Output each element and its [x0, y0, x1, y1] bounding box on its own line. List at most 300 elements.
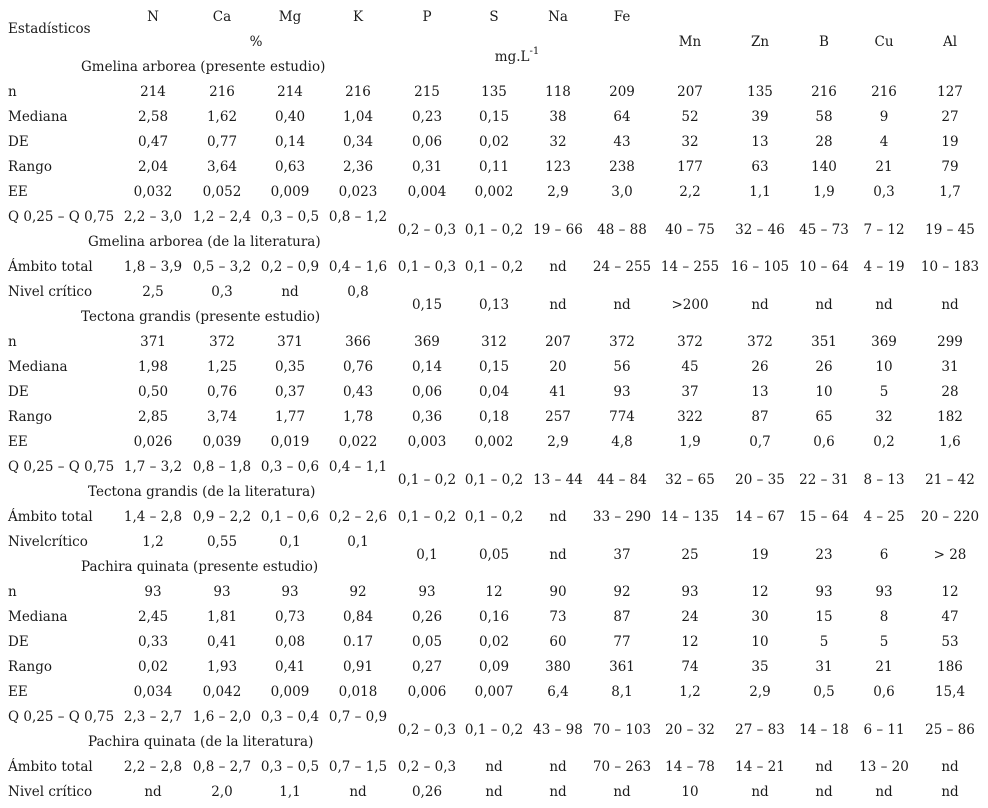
table-cell: 2,58 — [137, 109, 169, 125]
table-cell: 0,14 — [274, 134, 306, 150]
table-cell: 21 – 42 — [925, 471, 975, 488]
table-cell: 0,77 — [206, 134, 238, 150]
table-cell: 28 — [941, 384, 959, 400]
column-header-fe: Fe — [613, 9, 631, 25]
table-cell: 238 — [609, 159, 635, 175]
row-label: EE — [8, 684, 28, 700]
table-cell: nd — [281, 284, 299, 300]
table-cell: nd — [613, 784, 631, 800]
column-header-ca: Ca — [212, 9, 232, 25]
table-cell: 38 — [549, 109, 567, 125]
row-label: Mediana — [8, 609, 68, 625]
unit-mgl: $mg.L^{-1}$ — [494, 46, 540, 65]
row-label: Rango — [8, 409, 52, 425]
table-cell: 20 – 32 — [665, 721, 715, 738]
section-title-literature: Pachira quinata (de la literatura) — [88, 734, 314, 750]
table-cell: 0,3 – 0,5 — [260, 759, 320, 775]
table-cell: 0,2 – 2,6 — [328, 509, 388, 525]
table-cell: 60 — [549, 634, 567, 650]
table-cell: nd — [751, 296, 769, 313]
table-cell: 1,78 — [342, 409, 374, 425]
table-cell: 30 — [751, 609, 769, 625]
table-cell: 209 — [609, 84, 635, 100]
table-cell: 0,034 — [133, 684, 173, 700]
row-label: Q 0,25 – Q 0,75 — [8, 459, 115, 475]
table-cell: nd — [549, 784, 567, 800]
table-cell: 63 — [751, 159, 769, 175]
table-cell: 73 — [549, 609, 567, 625]
table-cell: 0,002 — [474, 184, 514, 200]
table-cell: 41 — [549, 384, 567, 400]
row-label: Ámbito total — [8, 759, 93, 775]
table-cell: 10 – 183 — [920, 259, 980, 275]
table-cell: nd — [815, 296, 833, 313]
table-cell: 1,7 – 3,2 — [123, 459, 183, 475]
table-cell: 0,3 – 0,6 — [260, 459, 320, 475]
table-cell: 2,9 — [547, 434, 569, 450]
table-cell: 1,98 — [137, 359, 169, 375]
row-label: n — [8, 84, 17, 100]
table-cell: 0,02 — [137, 659, 169, 675]
table-cell: 24 – 255 — [592, 259, 652, 275]
table-cell: 0,022 — [338, 434, 378, 450]
table-cell: 0,1 – 0,2 — [464, 721, 524, 738]
table-cell: 2,9 — [749, 684, 771, 700]
row-label: n — [8, 334, 17, 350]
table-cell: 1,2 – 2,4 — [192, 209, 252, 225]
table-cell: 93 — [681, 584, 699, 600]
table-cell: 0,11 — [478, 159, 510, 175]
table-cell: nd — [549, 509, 567, 525]
table-cell: 0,18 — [478, 409, 510, 425]
table-cell: 14 – 21 — [735, 759, 785, 775]
table-cell: nd — [549, 259, 567, 275]
table-cell: 32 — [681, 134, 699, 150]
table-cell: 93 — [815, 584, 833, 600]
table-cell: 32 — [875, 409, 893, 425]
table-cell: 74 — [681, 659, 699, 675]
table-cell: 0,003 — [407, 434, 447, 450]
table-cell: 77 — [613, 634, 631, 650]
section-title-present: Gmelina arborea (presente estudio) — [81, 59, 326, 75]
table-cell: 369 — [414, 334, 440, 350]
table-cell: 1,1 — [749, 184, 771, 200]
table-cell: 0,04 — [478, 384, 510, 400]
table-cell: 216 — [871, 84, 897, 100]
table-cell: 0,34 — [342, 134, 374, 150]
table-cell: 207 — [677, 84, 703, 100]
table-cell: 25 – 86 — [925, 721, 975, 738]
table-cell: 257 — [545, 409, 571, 425]
row-label: Rango — [8, 159, 52, 175]
table-cell: 14 – 78 — [665, 759, 715, 775]
table-cell: 0.17 — [342, 634, 374, 650]
row-label: EE — [8, 434, 28, 450]
table-cell: 0,76 — [342, 359, 374, 375]
header-stat-label: Estadísticos — [8, 21, 91, 37]
table-cell: 90 — [549, 584, 567, 600]
table-cell: 92 — [613, 584, 631, 600]
table-cell: 0,50 — [137, 384, 169, 400]
table-cell: 0,55 — [206, 534, 238, 550]
column-header-b: B — [819, 34, 829, 50]
column-header-al: Al — [942, 34, 958, 50]
table-cell: 37 — [681, 384, 699, 400]
unit-percent: % — [249, 34, 263, 50]
table-cell: nd — [349, 784, 367, 800]
table-cell: nd — [144, 784, 162, 800]
column-header-n: N — [147, 9, 159, 25]
table-cell: 2,36 — [342, 159, 374, 175]
table-cell: 10 — [875, 359, 893, 375]
table-cell: 127 — [937, 84, 963, 100]
table-cell: 0,007 — [474, 684, 514, 700]
table-cell: 0,76 — [206, 384, 238, 400]
table-cell: 21 — [875, 159, 893, 175]
column-header-cu: Cu — [874, 34, 894, 50]
table-cell: 0,13 — [478, 296, 510, 313]
table-cell: 214 — [277, 84, 303, 100]
column-header-mn: Mn — [678, 34, 702, 50]
table-cell: 65 — [815, 409, 833, 425]
table-cell: 0,41 — [206, 634, 238, 650]
row-label: Rango — [8, 659, 52, 675]
table-cell: nd — [875, 784, 893, 800]
table-cell: 351 — [811, 334, 837, 350]
table-cell: 1,4 – 2,8 — [123, 509, 183, 525]
table-cell: 13 — [751, 384, 769, 400]
table-cell: 25 — [681, 546, 699, 563]
table-cell: 4 – 25 — [863, 509, 905, 525]
table-cell: 13 — [751, 134, 769, 150]
row-label: Nivel crítico — [8, 284, 93, 300]
table-cell: 35 — [751, 659, 769, 675]
table-cell: 0,36 — [411, 409, 443, 425]
table-cell: 12 — [751, 584, 769, 600]
table-cell: 93 — [281, 584, 299, 600]
table-cell: 10 — [681, 784, 699, 800]
table-cell: 32 — [549, 134, 567, 150]
table-cell: nd — [549, 546, 567, 563]
table-cell: 0,2 – 0,3 — [397, 221, 457, 238]
table-cell: 27 – 83 — [735, 721, 785, 738]
table-cell: 380 — [545, 659, 571, 675]
table-cell: 0,032 — [133, 184, 173, 200]
table-cell: 2,2 – 2,8 — [123, 759, 183, 775]
unit-mgl-exponent: -1 — [529, 46, 540, 57]
table-cell: 47 — [941, 609, 959, 625]
table-cell: 45 — [681, 359, 699, 375]
table-cell: 0,052 — [202, 184, 242, 200]
table-cell: 37 — [613, 546, 631, 563]
table-cell: 216 — [811, 84, 837, 100]
table-cell: 0,002 — [474, 434, 514, 450]
table-cell: 0,042 — [202, 684, 242, 700]
table-cell: 4 – 19 — [863, 259, 905, 275]
row-label: Nivelcrítico — [8, 534, 88, 550]
table-cell: 32 – 65 — [665, 471, 715, 488]
table-cell: 0,47 — [137, 134, 169, 150]
table-cell: 0,26 — [411, 784, 443, 800]
table-cell: 28 — [815, 134, 833, 150]
table-cell: 0,91 — [342, 659, 374, 675]
table-cell: 0,06 — [411, 384, 443, 400]
table-cell: 6 – 11 — [863, 721, 905, 738]
table-cell: 15 – 64 — [799, 509, 849, 525]
table-cell: 1,6 — [939, 434, 961, 450]
table-cell: 43 — [613, 134, 631, 150]
table-cell: 44 – 84 — [597, 471, 647, 488]
row-label: EE — [8, 184, 28, 200]
row-label: DE — [8, 134, 29, 150]
row-label: Q 0,25 – Q 0,75 — [8, 209, 115, 225]
table-cell: 0,3 – 0,5 — [260, 209, 320, 225]
table-cell: 0,004 — [407, 184, 447, 200]
table-cell: 0,019 — [270, 434, 310, 450]
table-cell: 8,1 — [611, 684, 633, 700]
table-cell: 0,15 — [411, 296, 443, 313]
table-cell: 31 — [941, 359, 959, 375]
table-cell: 26 — [815, 359, 833, 375]
table-cell: 7 – 12 — [863, 221, 905, 238]
table-cell: 3,0 — [611, 184, 633, 200]
table-cell: 93 — [144, 584, 162, 600]
table-cell: 14 – 135 — [660, 509, 720, 525]
table-cell: 0,6 — [873, 684, 895, 700]
table-cell: 43 – 98 — [533, 721, 583, 738]
column-header-mg: Mg — [278, 9, 302, 25]
table-cell: 0,40 — [274, 109, 306, 125]
table-cell: 322 — [677, 409, 703, 425]
table-cell: 13 – 44 — [533, 471, 583, 488]
table-cell: 0,1 — [416, 546, 438, 563]
table-cell: 2,04 — [137, 159, 169, 175]
table-cell: 93 — [613, 384, 631, 400]
table-cell: 0,1 – 0,2 — [464, 221, 524, 238]
table-cell: nd — [549, 296, 567, 313]
table-cell: 0,1 – 0,2 — [464, 259, 524, 275]
table-cell: 1,2 — [142, 534, 164, 550]
table-cell: 5 — [879, 384, 889, 400]
table-cell: 0,2 – 0,9 — [260, 259, 320, 275]
table-cell: 0,37 — [274, 384, 306, 400]
table-cell: 0,7 – 1,5 — [328, 759, 388, 775]
table-cell: 4,8 — [611, 434, 633, 450]
row-label: Mediana — [8, 109, 68, 125]
table-cell: 0,14 — [411, 359, 443, 375]
table-cell: nd — [485, 784, 503, 800]
table-cell: 0,84 — [342, 609, 374, 625]
table-cell: 0,15 — [478, 109, 510, 125]
table-cell: 14 – 67 — [735, 509, 785, 525]
row-label: Nivel crítico — [8, 784, 93, 800]
table-cell: 32 – 46 — [735, 221, 785, 238]
table-cell: 1,7 — [939, 184, 961, 200]
table-cell: 23 — [815, 546, 833, 563]
table-cell: 24 — [681, 609, 699, 625]
table-cell: 135 — [481, 84, 507, 100]
table-cell: 214 — [140, 84, 166, 100]
table-cell: 70 – 103 — [592, 721, 652, 738]
table-cell: 0,7 — [749, 434, 771, 450]
table-cell: 0,006 — [407, 684, 447, 700]
table-cell: 123 — [545, 159, 571, 175]
table-cell: 0,1 – 0,2 — [464, 471, 524, 488]
table-cell: 182 — [937, 409, 963, 425]
table-cell: nd — [815, 759, 833, 775]
table-cell: 20 – 220 — [920, 509, 980, 525]
table-cell: 0,15 — [478, 359, 510, 375]
table-cell: 15 — [815, 609, 833, 625]
table-cell: 186 — [937, 659, 963, 675]
table-cell: 16 – 105 — [730, 259, 790, 275]
table-cell: 33 – 290 — [592, 509, 652, 525]
table-cell: 0,06 — [411, 134, 443, 150]
table-cell: 0,08 — [274, 634, 306, 650]
table-cell: 70 – 263 — [592, 759, 652, 775]
row-label: DE — [8, 634, 29, 650]
table-cell: 14 – 255 — [660, 259, 720, 275]
column-header-s: S — [489, 9, 499, 25]
row-label: Q 0,25 – Q 0,75 — [8, 709, 115, 725]
table-cell: 87 — [613, 609, 631, 625]
table-cell: 0,1 – 0,3 — [397, 259, 457, 275]
table-cell: 19 – 66 — [533, 221, 583, 238]
table-cell: 2,3 – 2,7 — [123, 709, 183, 725]
table-cell: 1,6 – 2,0 — [192, 709, 252, 725]
table-cell: 135 — [747, 84, 773, 100]
table-cell: 371 — [140, 334, 166, 350]
table-cell: 8 – 13 — [863, 471, 905, 488]
table-cell: 93 — [418, 584, 436, 600]
table-cell: 1,9 — [679, 434, 701, 450]
table-cell: 19 — [941, 134, 959, 150]
table-cell: 79 — [941, 159, 959, 175]
table-cell: 10 — [751, 634, 769, 650]
table-cell: 0,8 – 2,7 — [192, 759, 252, 775]
table-cell: 12 — [941, 584, 959, 600]
table-cell: 53 — [941, 634, 959, 650]
table-cell: 0,3 — [211, 284, 233, 300]
table-cell: 26 — [751, 359, 769, 375]
table-cell: 14 – 18 — [799, 721, 849, 738]
table-cell: 58 — [815, 109, 833, 125]
table-cell: 361 — [609, 659, 635, 675]
table-cell: 21 — [875, 659, 893, 675]
table-cell: 0,23 — [411, 109, 443, 125]
section-title-literature: Gmelina arborea (de la literatura) — [88, 234, 321, 250]
table-cell: 40 – 75 — [665, 221, 715, 238]
table-cell: 0,039 — [202, 434, 242, 450]
table-cell: 0,8 – 1,2 — [328, 209, 388, 225]
row-label: Ámbito total — [8, 259, 93, 275]
table-cell: 1,25 — [206, 359, 238, 375]
row-label: Mediana — [8, 359, 68, 375]
table-cell: nd — [815, 784, 833, 800]
table-cell: 0,009 — [270, 684, 310, 700]
table-cell: nd — [875, 296, 893, 313]
table-cell: 93 — [875, 584, 893, 600]
table-cell: 312 — [481, 334, 507, 350]
table-cell: 27 — [941, 109, 959, 125]
table-cell: 3,74 — [206, 409, 238, 425]
table-cell: 5 — [879, 634, 889, 650]
section-title-present: Pachira quinata (presente estudio) — [81, 559, 319, 575]
table-cell: 45 – 73 — [799, 221, 849, 238]
table-cell: 19 — [751, 546, 769, 563]
table-cell: nd — [549, 759, 567, 775]
table-cell: 19 – 45 — [925, 221, 975, 238]
table-cell: 56 — [613, 359, 631, 375]
table-cell: 2,5 — [142, 284, 164, 300]
table-cell: 87 — [751, 409, 769, 425]
table-cell: nd — [941, 759, 959, 775]
table-cell: 1,77 — [274, 409, 306, 425]
table-cell: 3,64 — [206, 159, 238, 175]
section-title-present: Tectona grandis (presente estudio) — [81, 309, 321, 325]
table-cell: 0,3 — [873, 184, 895, 200]
table-cell: 372 — [609, 334, 635, 350]
table-cell: 1,93 — [206, 659, 238, 675]
table-cell: nd — [485, 759, 503, 775]
table-cell: 13 – 20 — [859, 759, 909, 775]
table-cell: 1,8 – 3,9 — [123, 259, 183, 275]
table-cell: 92 — [349, 584, 367, 600]
table-cell: 140 — [811, 159, 837, 175]
table-cell: 0,05 — [478, 546, 510, 563]
table-cell: 1,81 — [206, 609, 238, 625]
table-cell: 0,31 — [411, 159, 443, 175]
row-label: DE — [8, 384, 29, 400]
table-cell: 0,2 — [873, 434, 895, 450]
table-cell: > 28 — [933, 546, 967, 563]
table-cell: 0,35 — [274, 359, 306, 375]
table-cell: nd — [941, 296, 959, 313]
table-cell: 0,43 — [342, 384, 374, 400]
table-cell: 0,41 — [274, 659, 306, 675]
table-cell: 177 — [677, 159, 703, 175]
table-cell: 2,45 — [137, 609, 169, 625]
table-cell: 299 — [937, 334, 963, 350]
table-cell: 366 — [345, 334, 371, 350]
table-cell: 0,1 – 0,2 — [464, 509, 524, 525]
table-cell: 64 — [613, 109, 631, 125]
table-cell: 0,02 — [478, 134, 510, 150]
table-cell: 118 — [545, 84, 571, 100]
table-cell: nd — [941, 784, 959, 800]
table-cell: 207 — [545, 334, 571, 350]
table-cell: 10 — [815, 384, 833, 400]
table-cell: 2,2 – 3,0 — [123, 209, 183, 225]
table-cell: 372 — [209, 334, 235, 350]
section-title-literature: Tectona grandis (de la literatura) — [88, 484, 316, 500]
row-label: Ámbito total — [8, 509, 93, 525]
table-cell: 1,9 — [813, 184, 835, 200]
table-cell: 0,8 – 1,8 — [192, 459, 252, 475]
table-cell: 372 — [677, 334, 703, 350]
table-cell: 20 — [549, 359, 567, 375]
table-cell: 2,85 — [137, 409, 169, 425]
table-cell: 0,8 — [347, 284, 369, 300]
table-cell: 0,1 – 0,6 — [260, 509, 320, 525]
table-cell: 1,62 — [206, 109, 238, 125]
column-header-p: P — [422, 9, 432, 25]
table-cell: 0,1 – 0,2 — [397, 509, 457, 525]
table-cell: 0,023 — [338, 184, 378, 200]
table-cell: 216 — [209, 84, 235, 100]
table-cell: 0,09 — [478, 659, 510, 675]
table-cell: 2,2 — [679, 184, 701, 200]
